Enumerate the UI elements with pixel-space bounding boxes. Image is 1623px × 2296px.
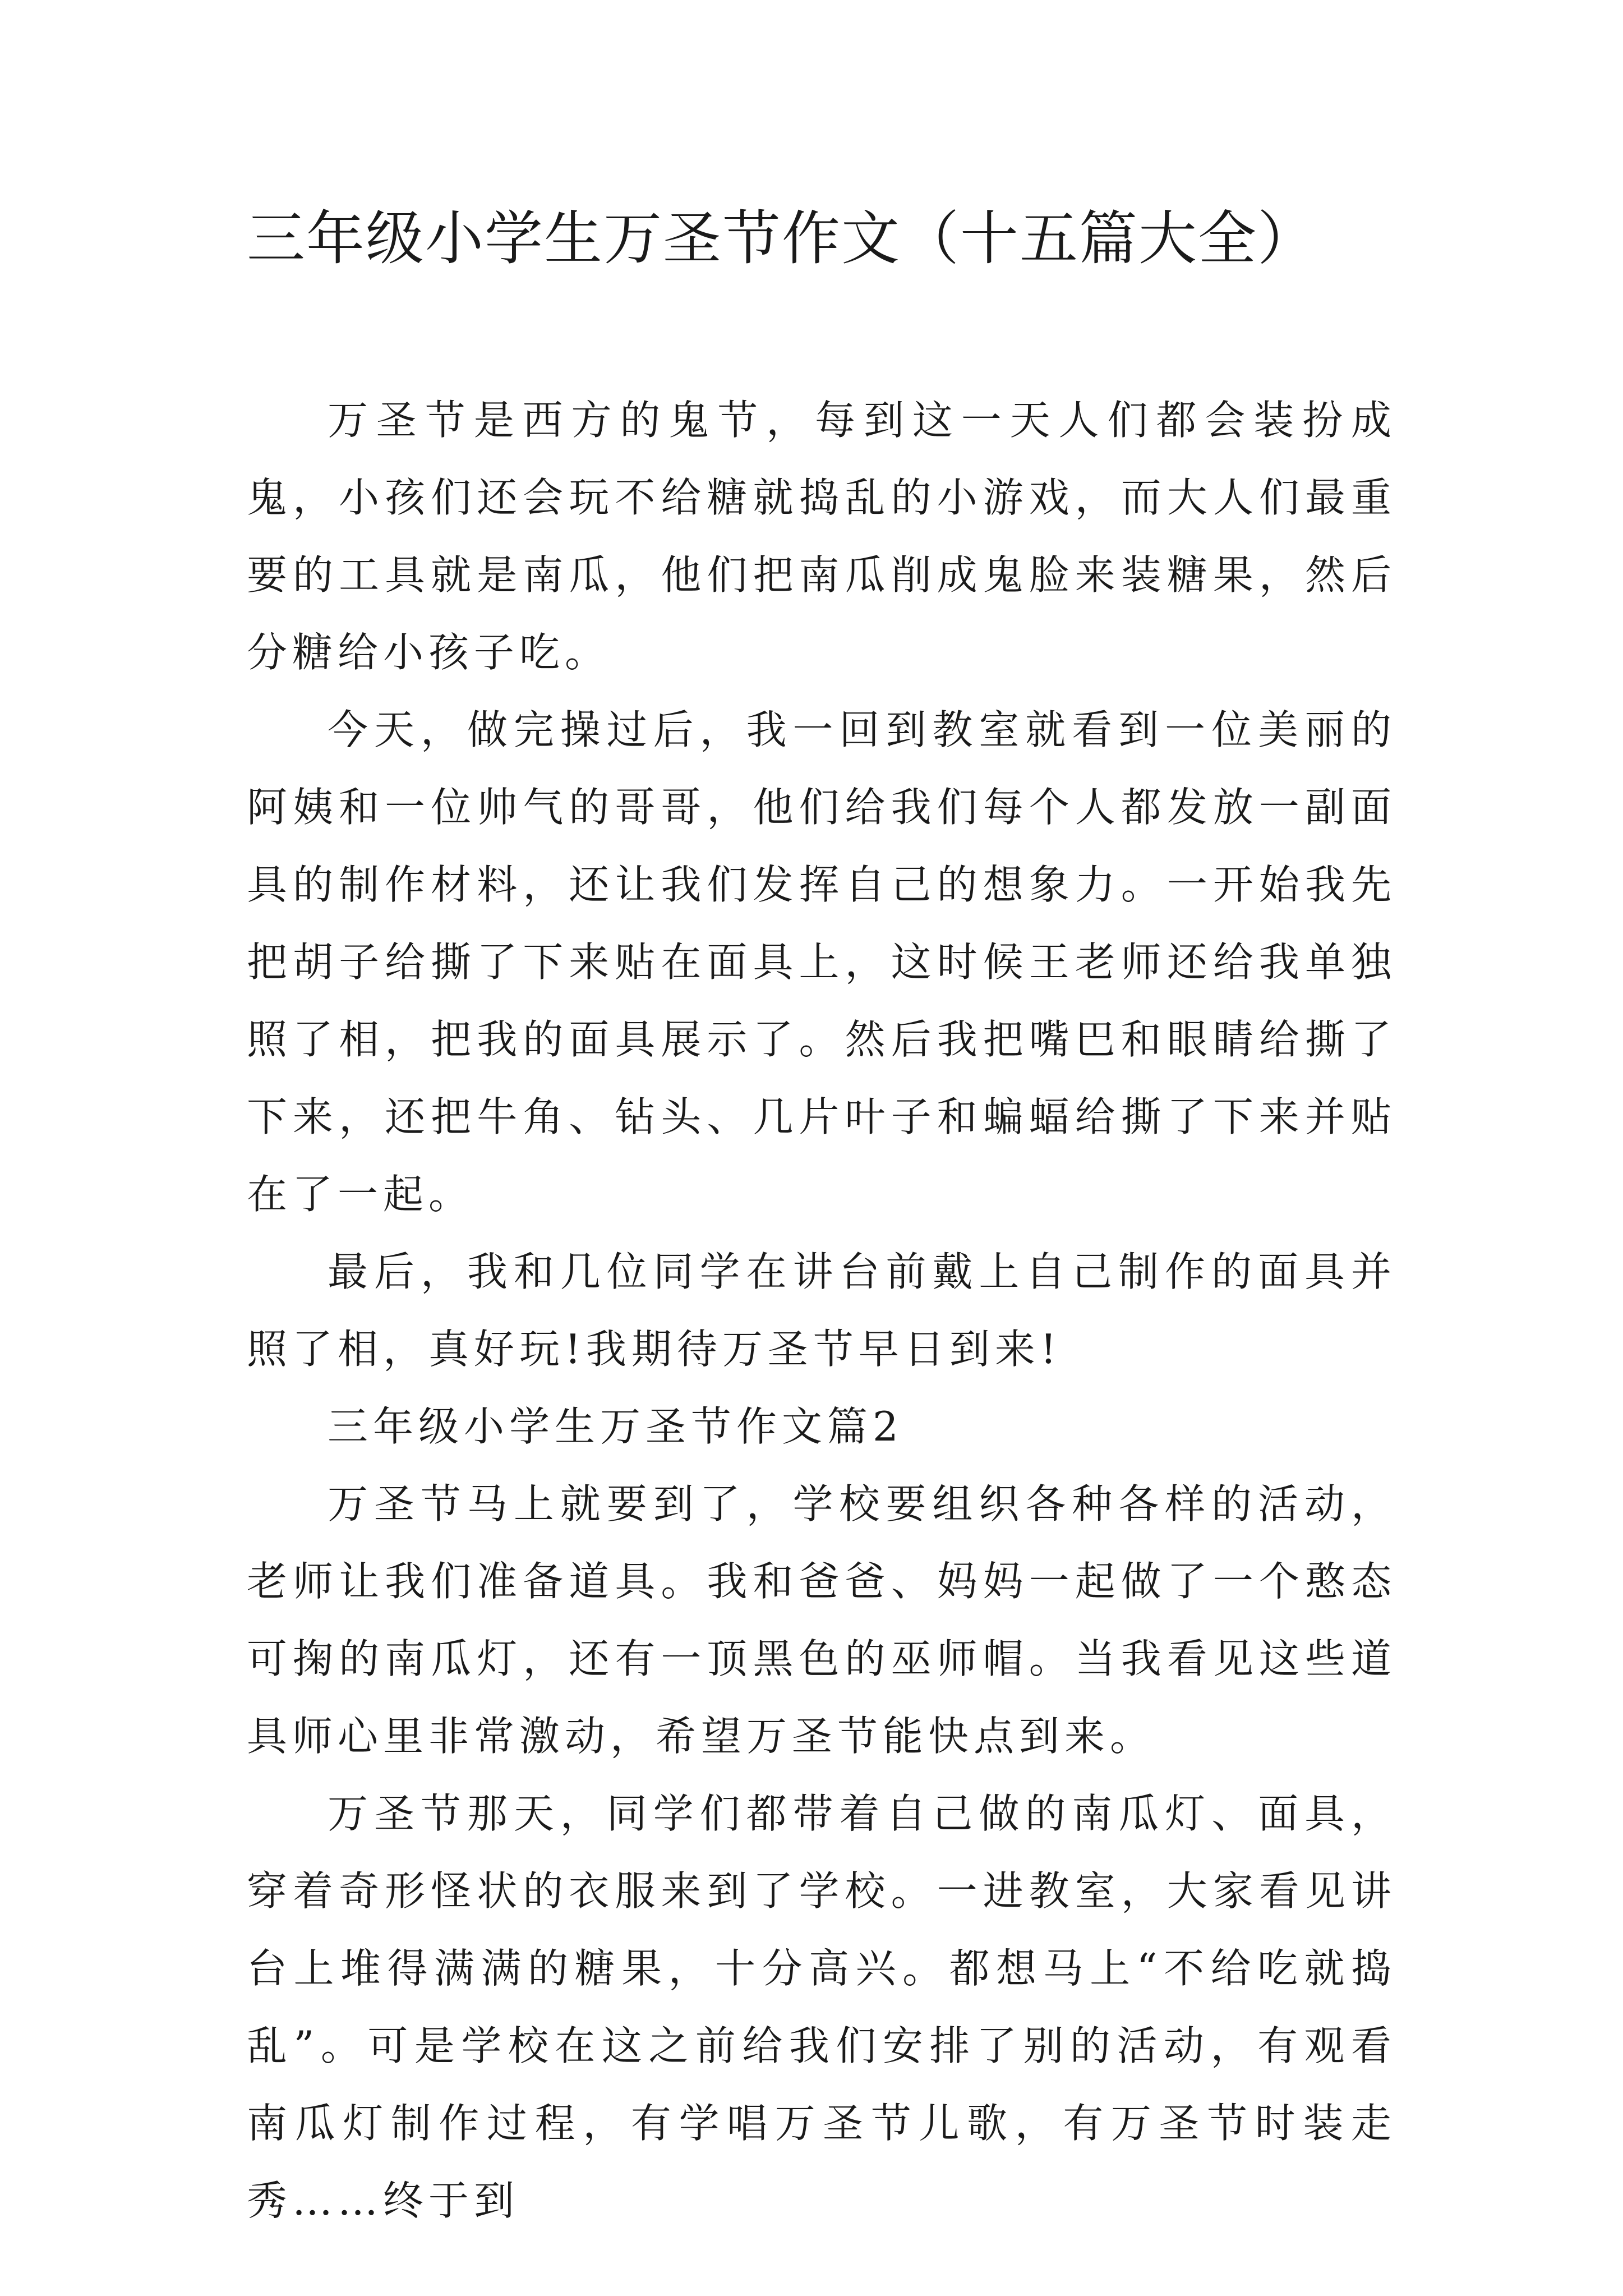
- paragraph: 最后，我和几位同学在讲台前戴上自己制作的面具并照了相，真好玩!我期待万圣节早日到来!: [247, 1248, 1396, 1373]
- paragraph: 万圣节是西方的鬼节，每到这一天人们都会装扮成鬼，小孩们还会玩不给糖就捣乱的小游戏，而大人们最重要的工具就是南瓜，他们把南瓜削成鬼脸来装糖果，然后分糖给小孩子吃。: [247, 397, 1396, 676]
- section-heading: 三年级小学生万圣节作文篇2: [328, 1403, 903, 1450]
- document-title: 三年级小学生万圣节作文（十五篇大全）: [247, 204, 1317, 273]
- document-body: [247, 381, 1396, 2239]
- paragraph: 万圣节马上就要到了，学校要组织各种各样的活动，老师让我们准备道具。我和爸爸、妈妈一起做了一个憨态可掬的南瓜灯，还有一顶黑色的巫师帽。当我看见这些道具师心里非常激动，希望万圣节能快点到来。: [247, 1480, 1396, 1760]
- paragraph: 万圣节那天，同学们都带着自己做的南瓜灯、面具，穿着奇形怪状的衣服来到了学校。一进教室，大家看见讲台上堆得满满的糖果，十分高兴。都想马上“不给吃就捣乱”。可是学校在这之前给我们安排了别的活动，有观看南瓜灯制作过程，有学唱万圣节儿歌，有万圣节时装走秀……终于到: [247, 1790, 1396, 2224]
- paragraph: 今天，做完操过后，我一回到教室就看到一位美丽的阿姨和一位帅气的哥哥，他们给我们每个人都发放一副面具的制作材料，还让我们发挥自己的想象力。一开始我先把胡子给撕了下来贴在面具上，这时候王老师还给我单独照了相，把我的面具展示了。然后我把嘴巴和眼睛给撕了下来，还把牛角、钻头、几片叶子和蝙蝠给撕了下来并贴在了一起。: [247, 706, 1396, 1218]
